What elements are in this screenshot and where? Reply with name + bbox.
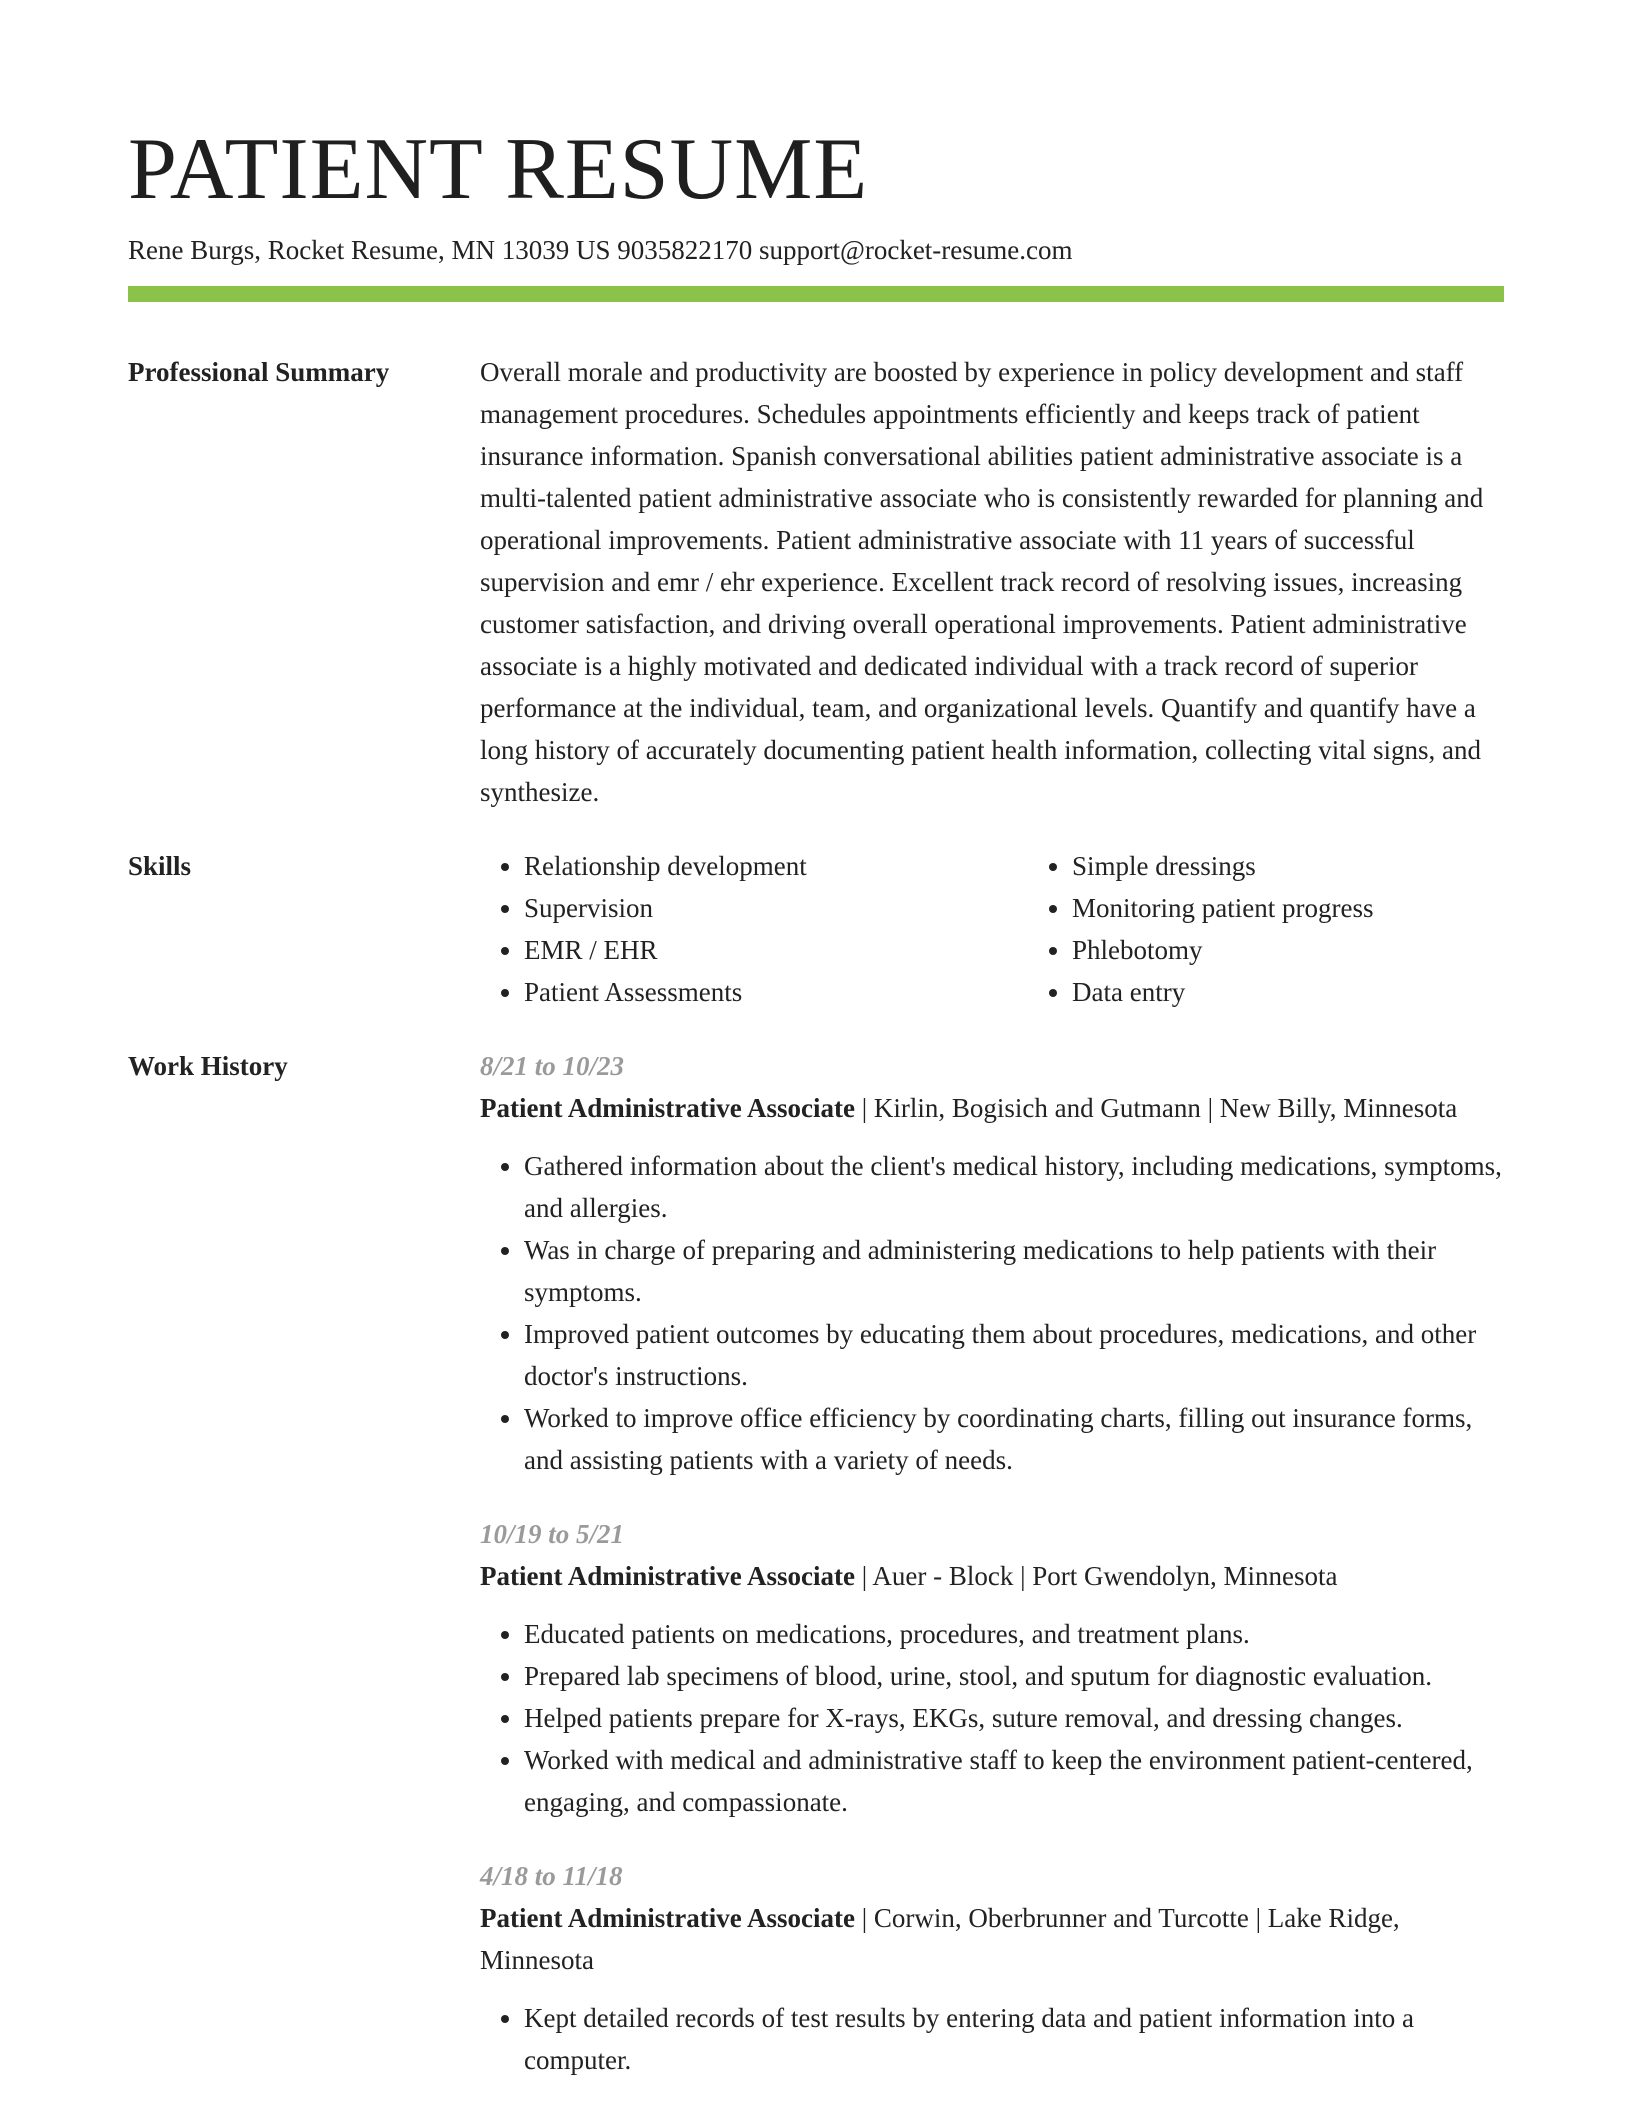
job-title: Patient Administrative Associate <box>480 1903 855 1933</box>
job-dates: 10/19 to 5/21 <box>480 1519 625 1549</box>
section-label-summary: Professional Summary <box>128 357 390 387</box>
job-bullet: • Improved patient outcomes by educating them about procedures, medications, and other doctor's instructions. <box>524 1313 1504 1397</box>
job-entry <box>480 1855 1504 2081</box>
resume-page <box>128 120 1504 2113</box>
job-entry <box>480 1513 1504 1823</box>
job-entry <box>480 1045 1504 1481</box>
summary-text: Overall morale and productivity are boosted by experience in policy development and staff management procedures. Schedules appointments efficiently and keeps track of patient insurance information. Spanish conversational abilities patient administrative associate is a multi-talented patient administrative associate who is consistently rewarded for planning and operational improvements. Patient administrative associate with 11 years of successful supervision and emr / ehr experience. Excellent track record of resolving issues, increasing customer satisfaction, and driving overall operational improvements. Patient administrative associate is a highly motivated and dedicated individual with a track record of superior performance at the individual, team, and organizational levels. Quantify and quantify have a long history of accurately documenting patient health information, collecting vital signs, and synthesize. <box>480 357 1484 807</box>
skill-item: • EMR / EHR <box>524 929 1028 971</box>
job-title: Patient Administrative Associate <box>480 1093 855 1123</box>
job-details: | Auer - Block | Port Gwendolyn, Minnesota <box>854 1561 1338 1591</box>
skill-item: • Relationship development <box>524 845 1028 887</box>
job-details: | Corwin, Oberbrunner and Turcotte | Lake Ridge, Minnesota <box>480 1903 1400 1975</box>
skill-item: • Phlebotomy <box>1072 929 1576 971</box>
professional-summary-section <box>128 351 1504 813</box>
job-dates: 8/21 to 10/23 <box>480 1051 625 1081</box>
work-history-section <box>128 1045 1504 2113</box>
skill-item: • Simple dressings <box>1072 845 1576 887</box>
accent-divider <box>128 286 1504 302</box>
job-bullet: • Helped patients prepare for X-rays, EKGs, suture removal, and dressing changes. <box>524 1697 1504 1739</box>
job-bullet: • Worked with medical and administrative staff to keep the environment patient-centered, engaging, and compassionate. <box>524 1739 1504 1823</box>
job-title: Patient Administrative Associate <box>480 1561 855 1591</box>
skill-item: • Data entry <box>1072 971 1576 1013</box>
job-dates: 4/18 to 11/18 <box>480 1861 623 1891</box>
job-bullets <box>480 1997 1504 2081</box>
skill-item: • Monitoring patient progress <box>1072 887 1576 929</box>
job-bullet: • Worked to improve office efficiency by coordinating charts, filling out insurance forms, and assisting patients with a variety of needs. <box>524 1397 1504 1481</box>
job-heading <box>480 1555 1504 1597</box>
skills-list-right <box>1028 845 1576 1013</box>
job-bullet: • Educated patients on medications, procedures, and treatment plans. <box>524 1613 1504 1655</box>
section-label-work-history: Work History <box>128 1051 288 1081</box>
section-label-skills: Skills <box>128 851 192 881</box>
resume-title: PATIENT RESUME <box>128 121 869 218</box>
job-bullets <box>480 1145 1504 1481</box>
job-bullet: • Was in charge of preparing and administering medications to help patients with their symptoms. <box>524 1229 1504 1313</box>
job-heading <box>480 1087 1504 1129</box>
skill-item: • Patient Assessments <box>524 971 1028 1013</box>
job-bullets <box>480 1613 1504 1823</box>
contact-line: Rene Burgs, Rocket Resume, MN 13039 US 9035822170 support@rocket-resume.com <box>128 235 1073 265</box>
skills-list-left <box>480 845 1028 1013</box>
skills-grid <box>480 845 1576 1013</box>
job-bullet: • Kept detailed records of test results by entering data and patient information into a computer. <box>524 1997 1504 2081</box>
skill-item: • Supervision <box>524 887 1028 929</box>
skills-section <box>128 845 1504 1013</box>
job-heading <box>480 1897 1504 1981</box>
job-details: | Kirlin, Bogisich and Gutmann | New Billy, Minnesota <box>854 1093 1458 1123</box>
job-bullet: • Prepared lab specimens of blood, urine, stool, and sputum for diagnostic evaluation. <box>524 1655 1504 1697</box>
job-bullet: • Gathered information about the client's medical history, including medications, symptoms, and allergies. <box>524 1145 1504 1229</box>
